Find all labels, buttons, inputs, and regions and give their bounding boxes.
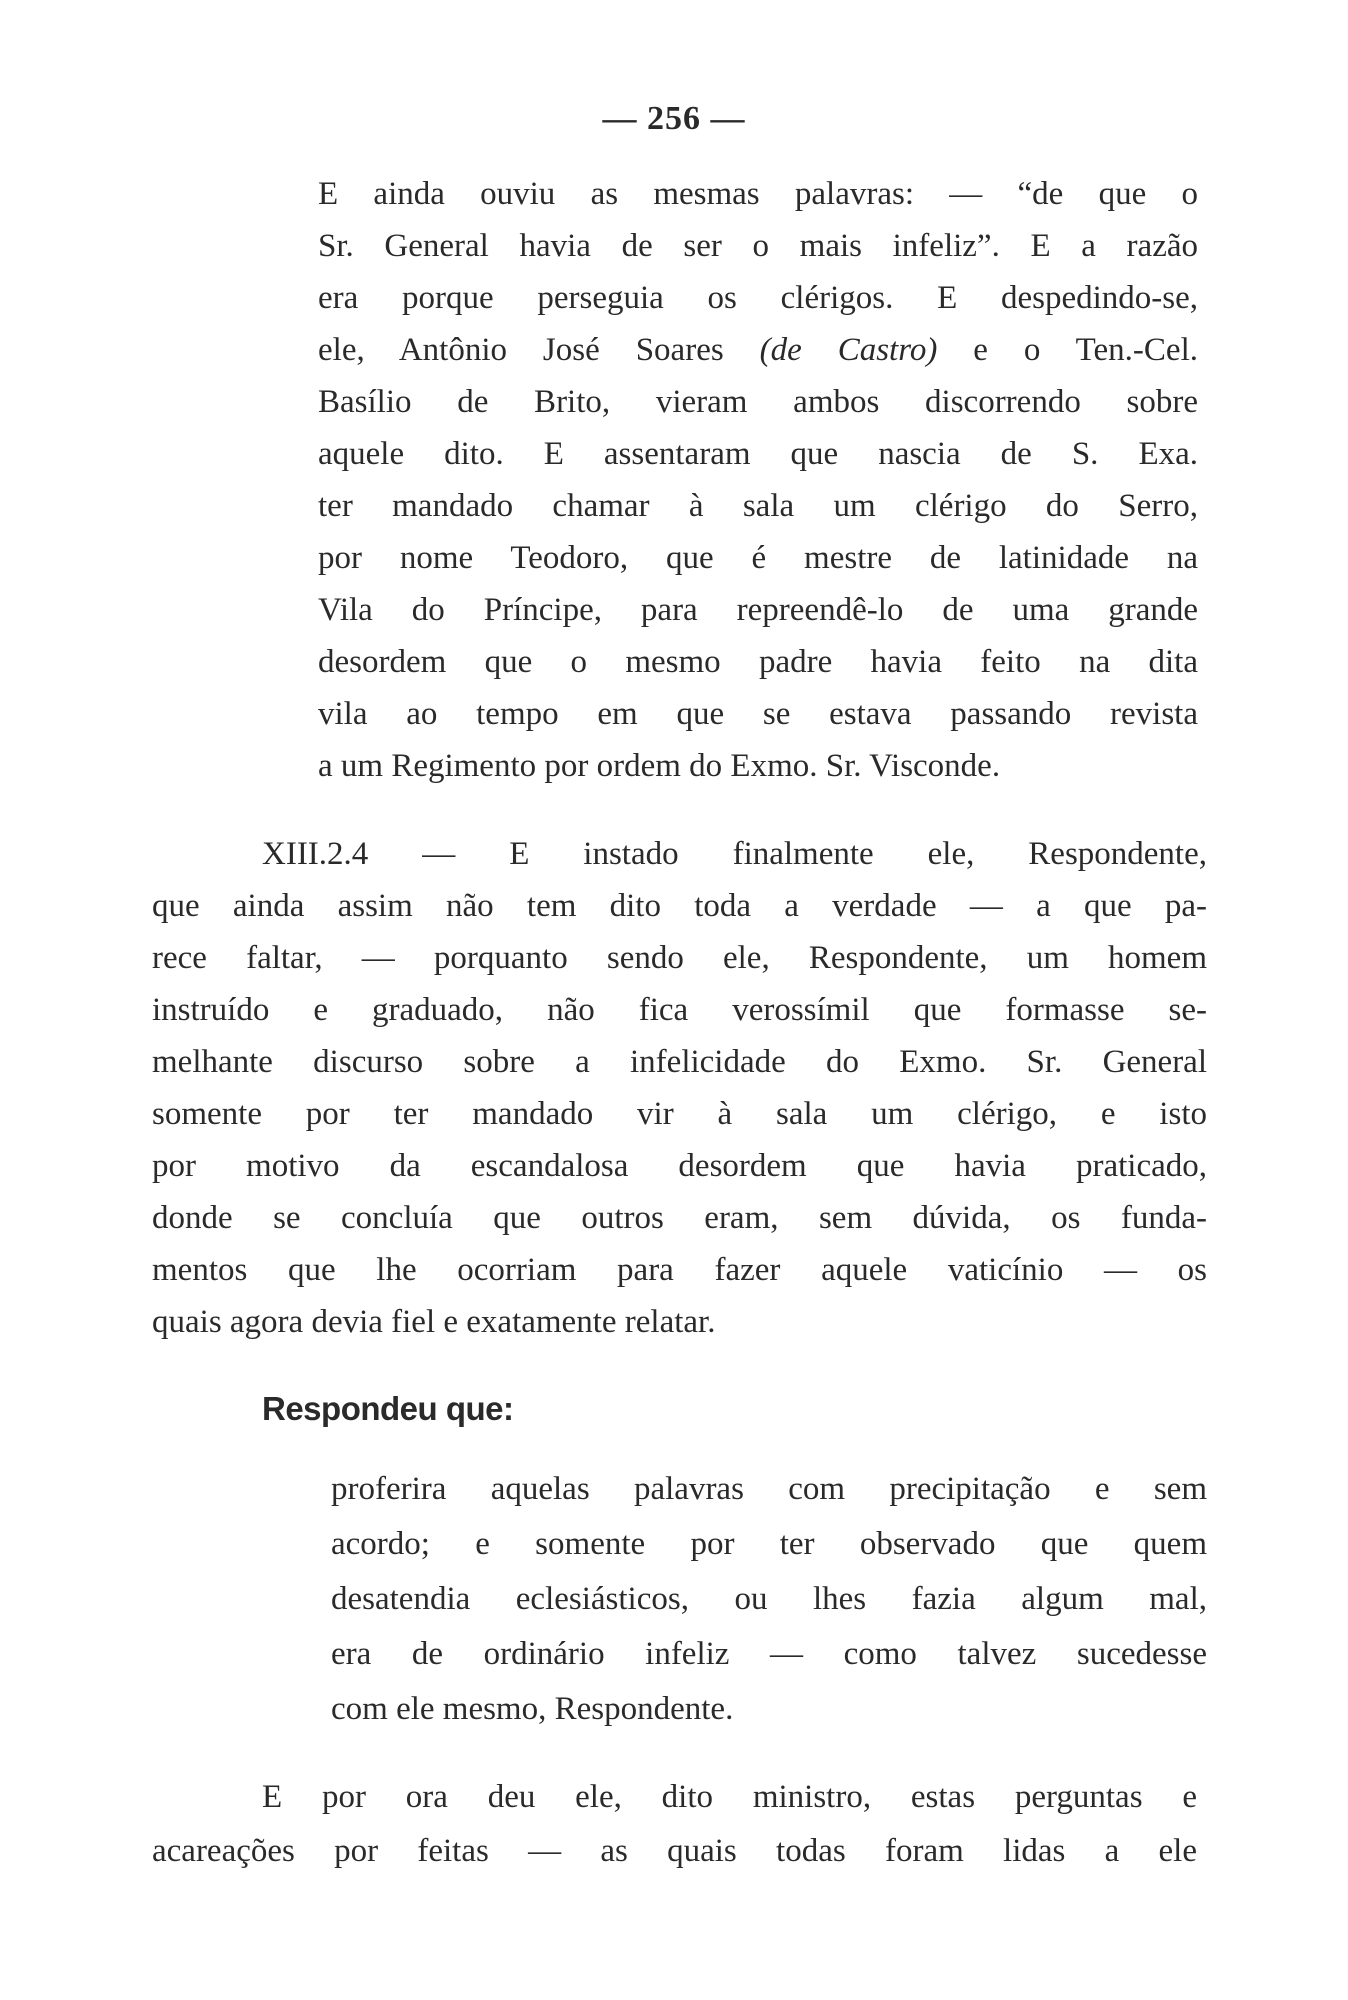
text-span: por nome Teodoro, que é mestre de latinidade na xyxy=(318,540,1198,576)
text-span: E por ora deu ele, dito ministro, estas perguntas e xyxy=(262,1779,1197,1815)
text-span: ele, Antônio José Soares xyxy=(318,332,760,368)
page-number: — 256 — xyxy=(602,100,746,137)
text-line xyxy=(331,1632,1207,1676)
text-line xyxy=(331,1577,1207,1621)
text-line xyxy=(152,936,1207,980)
text-span: por motivo da escandalosa desordem que havia praticado, xyxy=(152,1148,1207,1184)
text-span: ter mandado chamar à sala um clérigo do Serro, xyxy=(318,488,1198,524)
text-line xyxy=(331,1687,1207,1731)
text-span: quais agora devia fiel e exatamente relatar. xyxy=(152,1304,716,1340)
text-span: acordo; e somente por ter observado que quem xyxy=(331,1526,1207,1562)
text-line xyxy=(262,1775,1197,1819)
text-span: Vila do Príncipe, para repreendê-lo de uma grande xyxy=(318,592,1198,628)
text-span: melhante discurso sobre a infelicidade do Exmo. Sr. General xyxy=(152,1044,1207,1080)
text-span: acareações por feitas — as quais todas foram lidas a ele xyxy=(152,1833,1197,1869)
text-line xyxy=(152,1144,1207,1188)
text-span: com ele mesmo, Respondente. xyxy=(331,1691,734,1727)
text-span: donde se concluía que outros eram, sem dúvida, os funda- xyxy=(152,1200,1207,1236)
text-line xyxy=(318,172,1198,216)
text-span: somente por ter mandado vir à sala um clérigo, e isto xyxy=(152,1096,1207,1132)
text-line xyxy=(331,1522,1207,1566)
text-span: E ainda ouviu as mesmas palavras: — “de que o xyxy=(318,176,1198,212)
text-line xyxy=(152,988,1207,1032)
text-line xyxy=(318,640,1198,684)
text-span: desordem que o mesmo padre havia feito na dita xyxy=(318,644,1198,680)
text-line xyxy=(318,536,1198,580)
text-line xyxy=(262,832,1207,876)
text-span: proferira aquelas palavras com precipitação e sem xyxy=(331,1471,1207,1507)
text-span: aquele dito. E assentaram que nascia de S. Exa. xyxy=(318,436,1198,472)
text-line xyxy=(318,744,1198,788)
text-line xyxy=(152,1040,1207,1084)
text-line xyxy=(318,276,1198,320)
text-span: era porque perseguia os clérigos. E despedindo-se, xyxy=(318,280,1198,316)
text-line xyxy=(331,1467,1207,1511)
text-line xyxy=(318,380,1198,424)
text-span: que ainda assim não tem dito toda a verdade — a que pa- xyxy=(152,888,1207,924)
text-line xyxy=(318,432,1198,476)
text-span: rece faltar, — porquanto sendo ele, Respondente, um homem xyxy=(152,940,1207,976)
text-line xyxy=(152,1248,1207,1292)
text-line xyxy=(318,224,1198,268)
text-span: mentos que lhe ocorriam para fazer aquele vaticínio — os xyxy=(152,1252,1207,1288)
text-line xyxy=(152,1092,1207,1136)
text-span: Basílio de Brito, vieram ambos discorrendo sobre xyxy=(318,384,1198,420)
text-line xyxy=(318,692,1198,736)
text-line xyxy=(152,1196,1207,1240)
section-heading: Respondeu que: xyxy=(262,1390,514,1427)
text-span: e o Ten.-Cel. xyxy=(937,332,1199,368)
text-span: era de ordinário infeliz — como talvez sucedesse xyxy=(331,1636,1207,1672)
text-line xyxy=(318,484,1198,528)
text-span: a um Regimento por ordem do Exmo. Sr. Visconde. xyxy=(318,748,1001,784)
text-span: desatendia eclesiásticos, ou lhes fazia algum mal, xyxy=(331,1581,1207,1617)
text-span: XIII.2.4 — E instado finalmente ele, Respondente, xyxy=(262,836,1207,872)
text-line xyxy=(152,884,1207,928)
italic-text: (de Castro) xyxy=(759,332,938,368)
text-line xyxy=(152,1300,1207,1344)
text-span: vila ao tempo em que se estava passando revista xyxy=(318,696,1198,732)
text-line xyxy=(318,328,1198,372)
text-span: instruído e graduado, não fica verossímil que formasse se- xyxy=(152,992,1207,1028)
text-span: Sr. General havia de ser o mais infeliz”. E a razão xyxy=(318,228,1198,264)
text-line xyxy=(318,588,1198,632)
text-line xyxy=(152,1829,1197,1873)
